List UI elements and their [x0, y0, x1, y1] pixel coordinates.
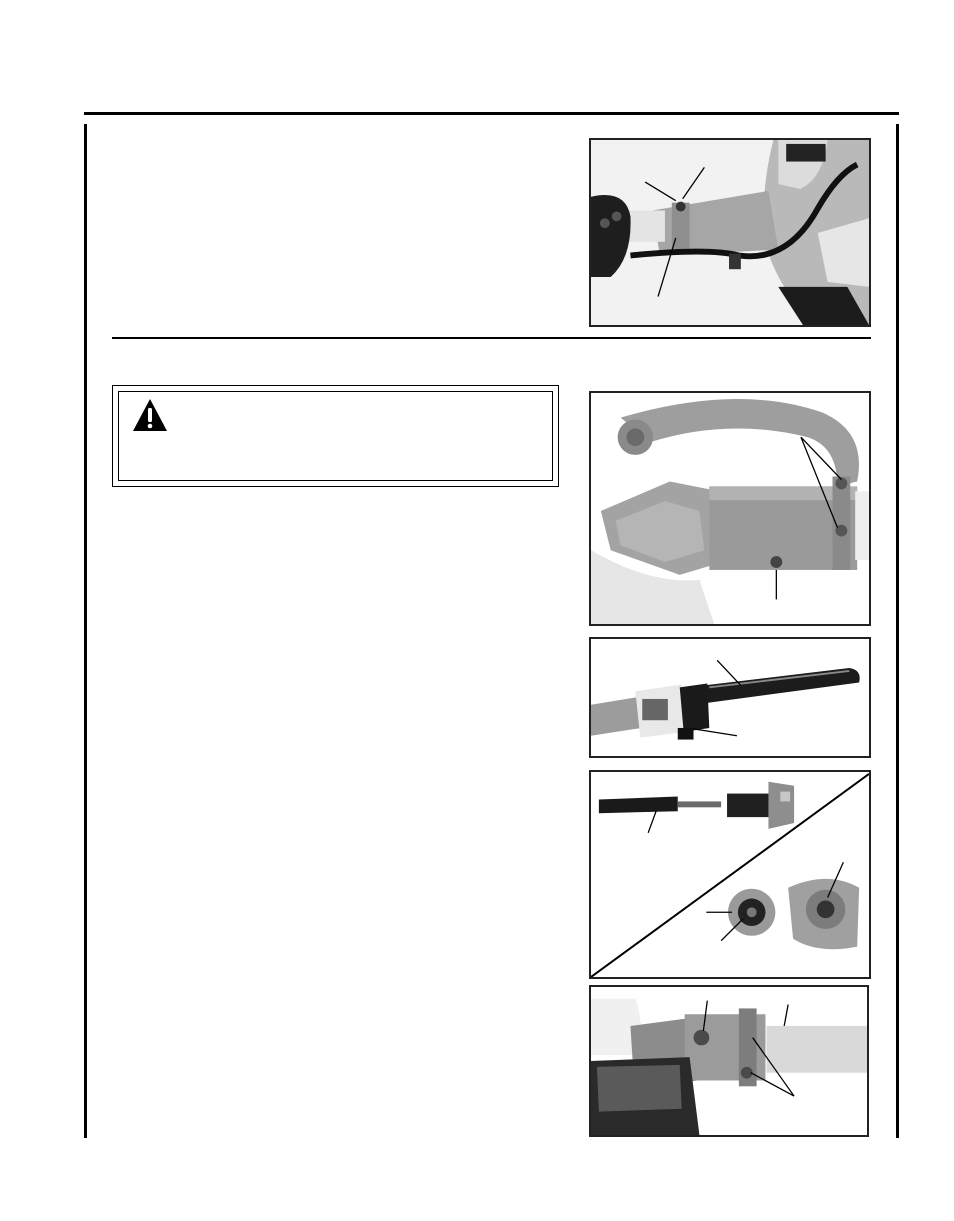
warning-box-inner	[118, 391, 553, 481]
top-rule	[84, 112, 899, 115]
attachment-mount-figure	[589, 985, 869, 1137]
warning-box	[112, 385, 559, 487]
shaft-extension-figure	[589, 637, 871, 758]
gear-head-bolts-figure	[589, 391, 871, 626]
engine-shaft-clamp-figure	[589, 138, 871, 327]
left-margin-rule	[84, 124, 87, 1138]
warning-triangle-icon	[131, 397, 169, 433]
drive-shaft-insertion-figure	[589, 770, 871, 979]
section-divider	[112, 337, 871, 339]
right-margin-rule	[896, 124, 899, 1138]
